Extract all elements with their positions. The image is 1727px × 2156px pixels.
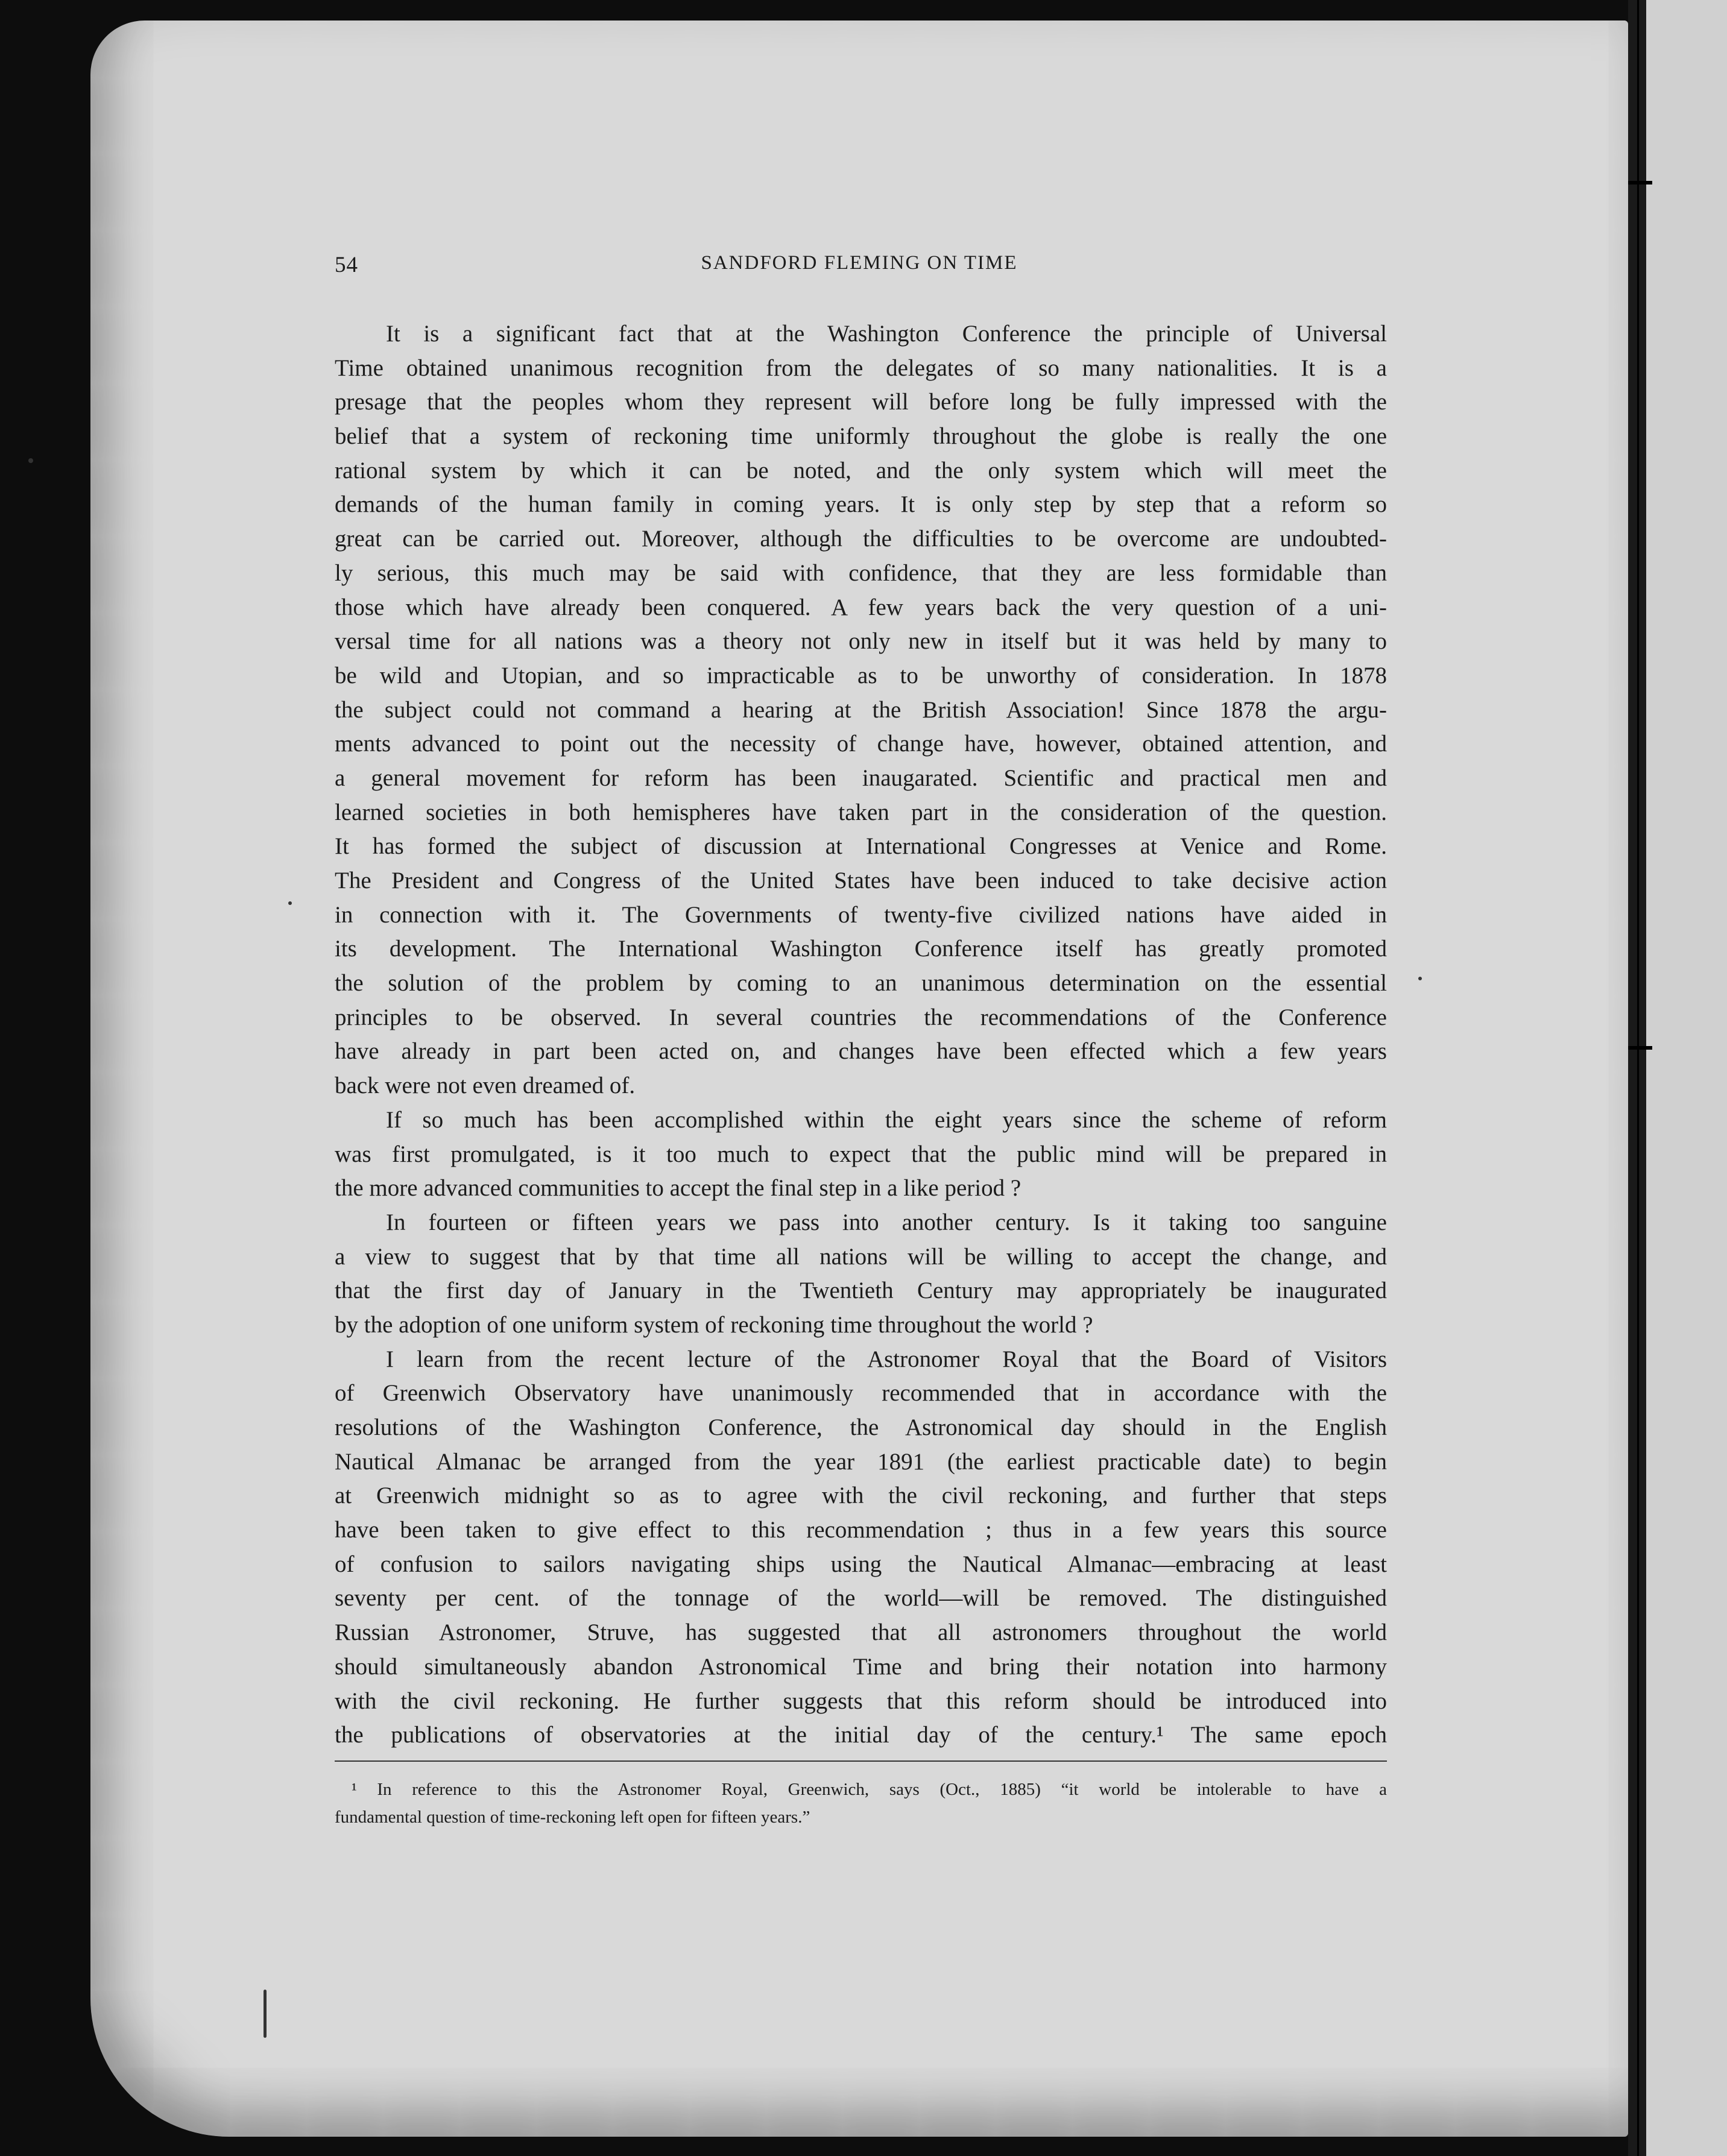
text-line: back were not even dreamed of. [335,1073,636,1099]
scan-speck [28,458,33,463]
gutter-mark [1628,1046,1652,1050]
text-line: that the first day of January in the Twentieth Century may appropriately be inaugurated [335,1278,1387,1304]
text-line: with the civil reckoning. He further suggests that this reform should be introduced into [335,1688,1387,1714]
text-line: seventy per cent. of the tonnage of the world—will be removed. The distinguished [335,1585,1387,1612]
text-line: rational system by which it can be noted, and the only system which will meet the [335,457,1387,484]
text-line: should simultaneously abandon Astronomical Time and bring their notation into harmony [335,1653,1387,1680]
text-line: its development. The International Washington Conference itself has greatly promoted [335,936,1387,962]
text-line: learned societies in both hemispheres have taken part in the consideration of the question. [335,799,1387,825]
text-line: ly serious, this much may be said with confidence, that they are less formidable than [335,559,1387,586]
running-head [335,252,1384,288]
text-line: the more advanced communities to accept the final step in a like period ? [335,1175,1021,1202]
text-line: a general movement for reform has been inaugarated. Scientific and practical men and [335,764,1387,791]
text-line: the publications of observatories at the initial day of the century.¹ The same epoch [335,1722,1387,1748]
text-line: resolutions of the Washington Conference, the Astronomical day should in the English [335,1414,1387,1440]
text-line: demands of the human family in coming years. It is only step by step that a reform so [335,491,1387,518]
text-line: It is a significant fact that at the Washington Conference the principle of Universal [386,321,1387,347]
text-line: presage that the peoples whom they represent will before long be fully impressed with the [335,389,1387,415]
footnote-line: fundamental question of time-reckoning left open for fifteen years.” [335,1808,810,1827]
scan-speck [1418,977,1422,980]
text-line: have already in part been acted on, and changes have been effected which a few years [335,1038,1387,1065]
text-line: be wild and Utopian, and so impracticable as to be unworthy of consideration. In 1878 [335,662,1387,689]
text-line: ments advanced to point out the necessity of change have, however, obtained attention, and [335,731,1387,757]
scan-scratch [264,1990,267,2038]
footnotes [335,1776,1387,1831]
text-line: In fourteen or fifteen years we pass into another century. Is it taking too sanguine [386,1209,1387,1235]
text-line: Nautical Almanac be arranged from the year 1891 (the earliest practicable date) to begin [335,1448,1387,1475]
text-line: Time obtained unanimous recognition from the delegates of so many nationalities. It is a [335,355,1387,381]
footnote-rule [335,1760,1387,1762]
gutter-mark [1628,181,1652,184]
text-line: the subject could not command a hearing at the British Association! Since 1878 the argu- [335,696,1387,723]
text-line: Russian Astronomer, Struve, has suggested that all astronomers throughout the world [335,1619,1387,1646]
text-line: great can be carried out. Moreover, although the difficulties to be overcome are undoubted- [335,526,1387,552]
text-line: of confusion to sailors navigating ships using the Nautical Almanac—embracing at least [335,1551,1387,1577]
text-line: by the adoption of one uniform system of reckoning time throughout the world ? [335,1311,1093,1338]
text-line: It has formed the subject of discussion at International Congresses at Venice and Rome. [335,833,1387,860]
body-text [335,317,1387,1753]
text-line: have been taken to give effect to this recommendation ; thus in a few years this source [335,1517,1387,1543]
text-line: those which have already been conquered. A few years back the very question of a uni- [335,594,1387,620]
text-line: principles to be observed. In several countries the recommendations of the Conference [335,1004,1387,1030]
text-line: a view to suggest that by that time all nations will be willing to accept the change, and [335,1243,1387,1270]
text-line: If so much has been accomplished within the eight years since the scheme of reform [386,1106,1387,1133]
text-line: in connection with it. The Governments of twenty-five civilized nations have aided in [335,901,1387,928]
running-title: SANDFORD FLEMING ON TIME [701,252,1018,274]
text-line: The President and Congress of the United States have been induced to take decisive action [335,868,1387,894]
text-line: the solution of the problem by coming to an unanimous determination on the essential [335,970,1387,997]
text-line: belief that a system of reckoning time uniformly throughout the globe is really the one [335,423,1387,450]
adjacent-page-edge [1646,0,1727,2156]
footnote-line: ¹ In reference to this the Astronomer Royal, Greenwich, says (Oct., 1885) “it world be intolerable to have a [352,1780,1387,1799]
text-line: versal time for all nations was a theory not only new in itself but it was held by many to [335,628,1387,655]
text-line: was first promulgated, is it too much to expect that the public mind will be prepared in [335,1141,1387,1167]
text-line: of Greenwich Observatory have unanimously recommended that in accordance with the [335,1380,1387,1407]
page-number: 54 [335,253,358,277]
gutter-line [1637,0,1639,2156]
scan-speck [288,901,292,905]
text-line: at Greenwich midnight so as to agree with the civil reckoning, and further that steps [335,1483,1387,1509]
text-line: I learn from the recent lecture of the Astronomer Royal that the Board of Visitors [386,1346,1387,1372]
